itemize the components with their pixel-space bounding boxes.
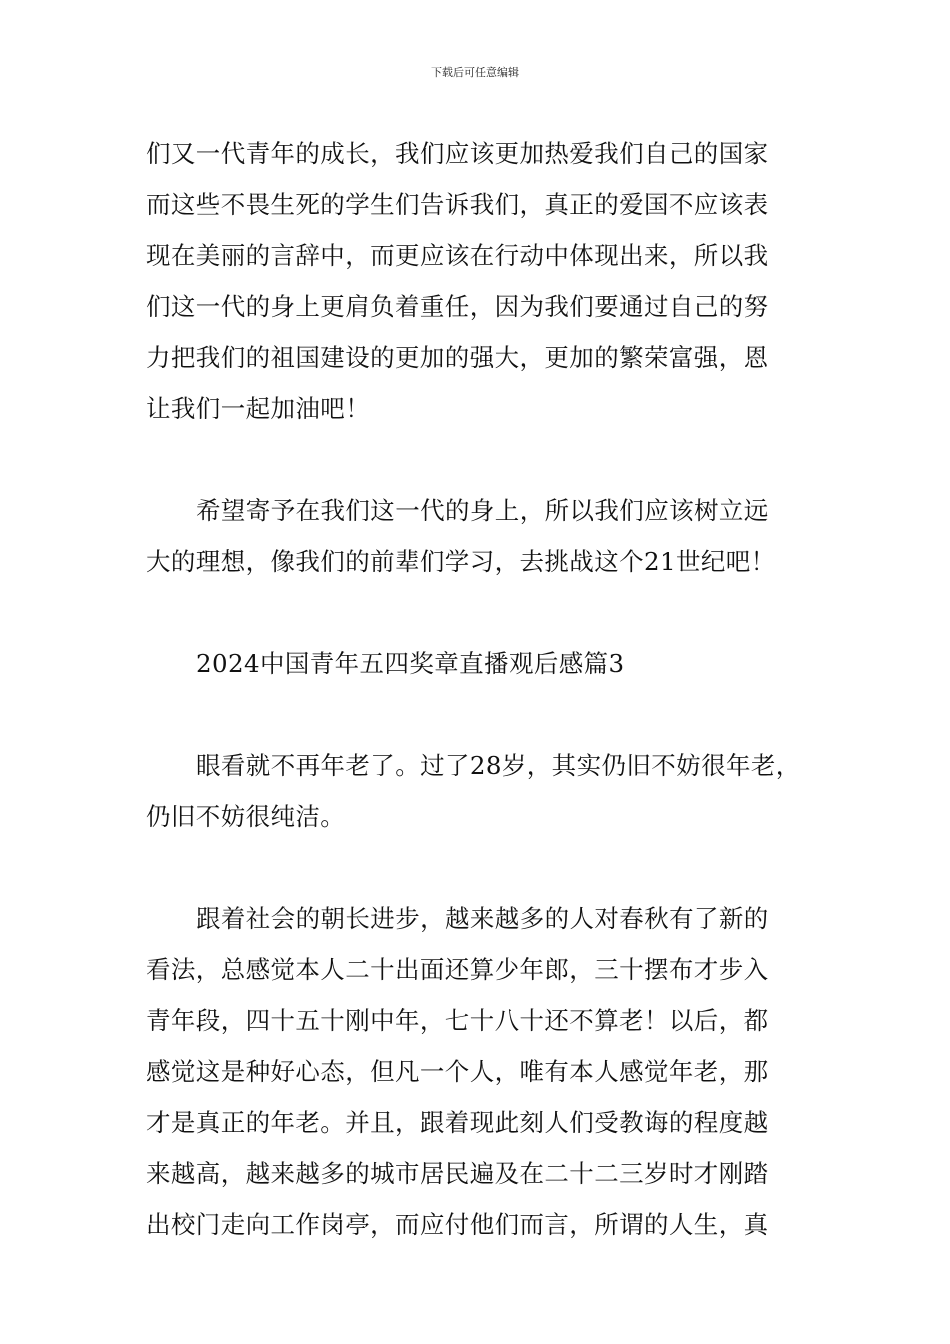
text-line: 仍旧不妨很纯洁。 [146, 802, 346, 831]
text-line: 力把我们的祖国建设的更加的强大，更加的繁荣富强，恩 [146, 343, 769, 372]
paragraph-1 [146, 128, 826, 434]
text-line: 才是真正的年老。并且，跟着现此刻人们受教诲的程度越 [146, 1108, 769, 1137]
text-line: 现在美丽的言辞中，而更应该在行动中体现出来，所以我 [146, 241, 769, 270]
text-line: 们这一代的身上更肩负着重任，因为我们要通过自己的努 [146, 292, 769, 321]
text-line: 看法，总感觉本人二十出面还算少年郎，三十摆布才步入 [146, 955, 769, 984]
section-title: 2024中国青年五四奖章直播观后感篇3 [196, 649, 625, 678]
text-line: 希望寄予在我们这一代的身上，所以我们应该树立远 [196, 496, 769, 525]
text-line: 感觉这是种好心态，但凡一个人，唯有本人感觉年老，那 [146, 1057, 769, 1086]
paragraph-2 [146, 485, 826, 587]
paragraph-gap [146, 434, 826, 485]
text-line: 来越高，越来越多的城市居民遍及在二十二三岁时才刚踏 [146, 1159, 769, 1188]
text-line: 大的理想，像我们的前辈们学习，去挑战这个21世纪吧！ [146, 547, 776, 576]
document-body [146, 128, 826, 1250]
paragraph-gap [146, 842, 826, 893]
text-line: 而这些不畏生死的学生们告诉我们，真正的爱国不应该表 [146, 190, 769, 219]
paragraph-3 [146, 740, 826, 842]
text-line: 们又一代青年的成长，我们应该更加热爱我们自己的国家 [146, 139, 769, 168]
text-line: 出校门走向工作岗亭，而应付他们而言，所谓的人生，真 [146, 1210, 769, 1239]
text-line: 跟着社会的朝长进步，越来越多的人对春秋有了新的 [196, 904, 769, 933]
page-header: 下载后可任意编辑 [431, 66, 519, 79]
text-line: 青年段，四十五十刚中年，七十八十还不算老！以后，都 [146, 1006, 769, 1035]
text-line: 眼看就不再年老了。过了28岁，其实仍旧不妨很年老， [196, 751, 801, 780]
paragraph-gap [146, 587, 826, 638]
paragraph-gap [146, 689, 826, 740]
paragraph-4 [146, 893, 826, 1250]
text-line: 让我们一起加油吧！ [146, 394, 371, 423]
section-heading [146, 638, 826, 689]
